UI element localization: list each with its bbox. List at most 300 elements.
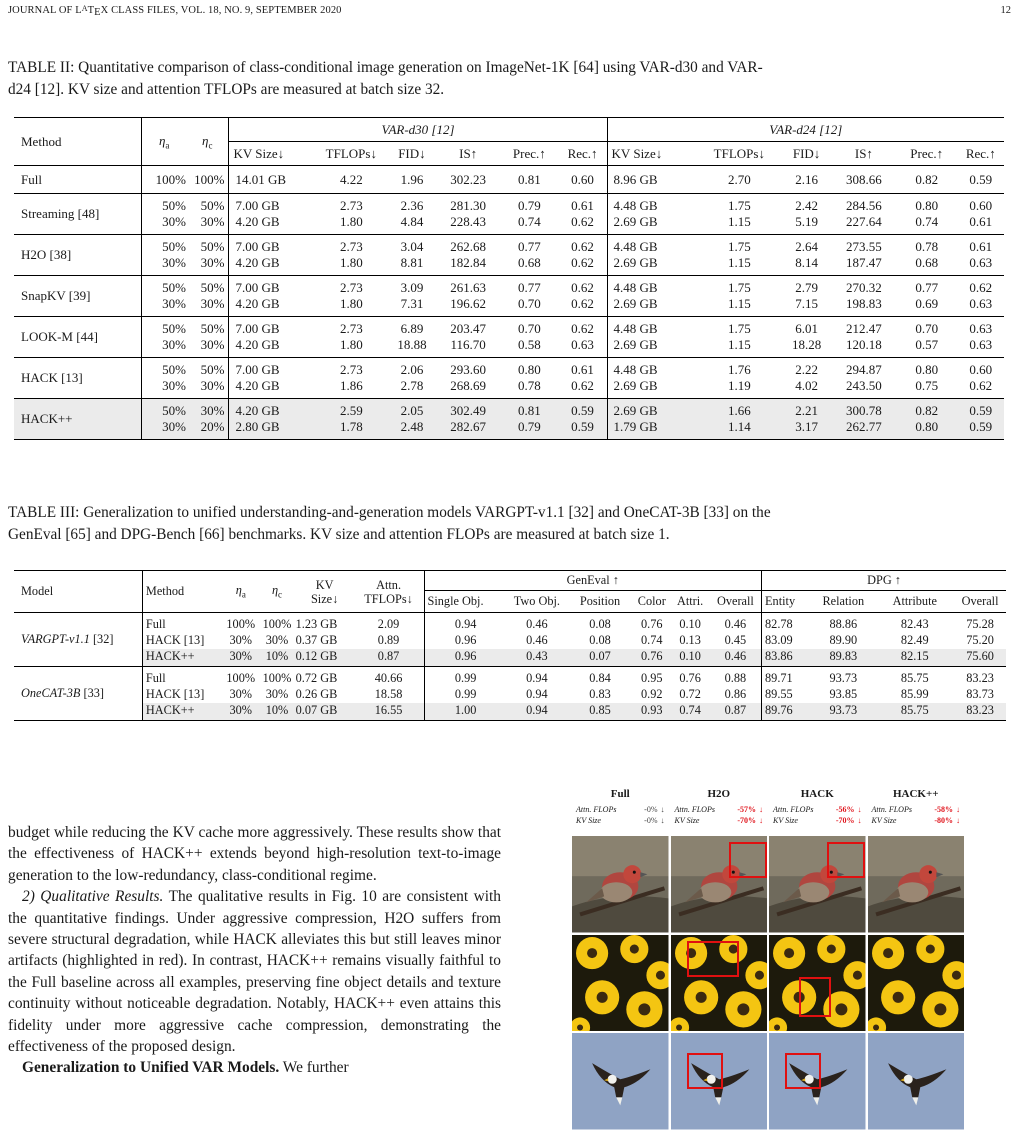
artifact-highlight-box [729, 842, 767, 878]
t2-cell: 1.66 [697, 399, 781, 420]
t2-cell: 302.23 [436, 166, 500, 194]
t3-cell: 30% [229, 687, 253, 701]
t2-cell: 4.48 GB [607, 235, 697, 256]
t3-cell: 0.37 GB [295, 633, 338, 647]
t2-cell: 0.70 [896, 317, 958, 338]
t2-cell: 1.80 [339, 255, 363, 270]
t3-cell: 1.23 GB [296, 613, 354, 633]
figure-metric-kv: KV Size -0% ↓ [576, 816, 665, 825]
t3-col-geneval-5: Overall [710, 591, 762, 613]
t2-cell: 187.47 [846, 255, 882, 270]
t2-cell: 1.19 [727, 378, 751, 393]
t2-cell: 18.88 [397, 337, 427, 352]
t2-cell: 6.89 [388, 317, 437, 338]
t2-cell: 0.62 [969, 378, 993, 393]
t3-cell: 0.08 [567, 613, 633, 633]
paragraph-3: Generalization to Unified VAR Models. We further [22, 1059, 349, 1077]
t3-cell: 0.72 [679, 687, 701, 701]
flower-image [671, 935, 768, 1032]
t2-cell: 4.20 GB [229, 399, 315, 420]
t3-cell: 0.07 GB [296, 703, 354, 721]
t3-method: HACK++ [142, 649, 223, 667]
table2-caption [8, 57, 1013, 101]
t2-cell: 0.74 [517, 214, 541, 229]
t3-cell: 0.13 [679, 633, 701, 647]
t2-col-d24-0: KV Size↓ [607, 142, 697, 166]
t3-cell: 83.09 [765, 633, 793, 647]
table-row [14, 276, 1004, 297]
t2-cell: 212.47 [832, 317, 896, 338]
page-number: 12 [1000, 5, 1011, 16]
t3-cell: 100% [258, 613, 295, 633]
t2-cell: 0.60 [958, 358, 1004, 379]
t2-cell: 0.79 [500, 194, 558, 215]
t2-cell: 0.62 [559, 317, 608, 338]
t2-cell: 8.81 [400, 255, 424, 270]
t3-cell: 0.96 [454, 633, 477, 647]
t2-cell: 2.69 GB [613, 378, 658, 393]
t2-cell: 3.17 [781, 419, 832, 440]
t2-col-d30-5: Rec.↑ [559, 142, 608, 166]
t2-cell: 30% [186, 337, 229, 358]
t3-cell: 0.88 [710, 667, 762, 687]
t3-cell: 0.43 [507, 649, 567, 667]
figure-column-title: HACK++ [892, 788, 939, 800]
t2-cell: 0.63 [969, 337, 993, 352]
t2-col-d24-5: Rec.↑ [958, 142, 1004, 166]
t3-cell: 83.23 [954, 667, 1006, 687]
t2-cell: 0.60 [559, 166, 608, 194]
t2-cell: 228.43 [450, 214, 487, 229]
t2-cell: 0.68 [915, 255, 939, 270]
t2-cell: 30% [186, 296, 229, 317]
t2-method-name: Full [14, 166, 142, 194]
t2-cell: 14.01 GB [229, 166, 315, 194]
t3-cell: 0.10 [670, 613, 709, 633]
figure-column-header [572, 788, 669, 826]
t2-cell: 7.00 GB [229, 317, 315, 338]
t2-cell: 7.00 GB [229, 235, 315, 256]
t2-cell: 1.79 GB [607, 419, 697, 440]
artifact-highlight-box [799, 977, 831, 1017]
flower-image [572, 935, 669, 1032]
t2-cell: 0.61 [559, 358, 608, 379]
t2-cell: 2.73 [315, 235, 388, 256]
t3-cell: 83.86 [762, 649, 812, 667]
t3-head-attn: Attn. TFLOPs↓ [354, 571, 424, 613]
t2-cell: 0.77 [500, 276, 558, 297]
table-row [14, 667, 1006, 687]
t2-cell: 0.77 [500, 235, 558, 256]
t2-cell: 50% [142, 317, 186, 338]
t2-cell: 0.61 [969, 214, 993, 229]
t2-method-name: H2O [38] [14, 235, 142, 276]
t3-cell: 30% [223, 649, 258, 667]
paragraph-heading: Generalization to Unified VAR Models. [22, 1059, 280, 1077]
t2-head-method: Method [14, 118, 142, 166]
t2-cell: 6.01 [781, 317, 832, 338]
t3-cell: 0.76 [670, 667, 709, 687]
t2-cell: 281.30 [436, 194, 500, 215]
t3-cell: 0.93 [633, 703, 670, 721]
t2-cell: 0.81 [500, 166, 558, 194]
t3-cell: 0.85 [567, 703, 633, 721]
table-row [14, 358, 1004, 379]
t2-cell: 273.55 [832, 235, 896, 256]
figure-metric-flops: Attn. FLOPs -58% ↓ [871, 805, 960, 814]
t3-cell: 0.87 [354, 649, 424, 667]
t3-method: HACK [13] [145, 687, 205, 701]
figure-column-title: H2O [707, 788, 731, 800]
t3-cell: 0.10 [670, 649, 709, 667]
t2-cell: 7.00 GB [229, 276, 315, 297]
figure-column-title: HACK [800, 788, 834, 800]
t2-cell: 1.15 [727, 214, 751, 229]
t2-cell: 1.75 [697, 276, 781, 297]
table-row [14, 235, 1004, 256]
t2-cell: 2.73 [315, 276, 388, 297]
t2-cell: 30% [162, 337, 186, 352]
table-row [14, 378, 1004, 399]
t2-cell: 1.86 [339, 378, 363, 393]
figure-column-header [769, 788, 866, 826]
t3-col-geneval-4: Attri. [670, 591, 709, 613]
t3-cell: 18.58 [354, 686, 424, 703]
t3-col-geneval-3: Color [633, 591, 670, 613]
t2-cell: 2.59 [315, 399, 388, 420]
table-row [14, 255, 1004, 276]
t2-cell: 2.73 [315, 317, 388, 338]
t3-cell: 100% [223, 667, 258, 687]
t2-cell: 0.57 [915, 337, 939, 352]
t2-cell: 282.67 [436, 419, 500, 440]
t3-method: HACK++ [142, 703, 223, 721]
figure-metric-kv: KV Size -70% ↓ [674, 816, 763, 825]
t3-cell: 0.99 [424, 667, 507, 687]
t2-col-d30-3: IS↑ [436, 142, 500, 166]
t2-cell: 50% [186, 194, 229, 215]
t2-cell: 30% [162, 378, 186, 393]
artifact-highlight-box [687, 1053, 723, 1089]
table-row [14, 703, 1006, 721]
table-row [14, 337, 1004, 358]
t2-cell: 203.47 [436, 317, 500, 338]
t2-cell: 0.81 [500, 399, 558, 420]
artifact-highlight-box [827, 842, 865, 878]
t3-head-geneval: GenEval ↑ [424, 571, 762, 591]
t2-cell: 4.02 [795, 378, 818, 393]
t2-cell: 30% [162, 296, 186, 311]
t2-cell: 7.00 GB [229, 194, 315, 215]
t3-cell: 82.15 [875, 649, 954, 667]
t2-cell: 268.69 [450, 378, 487, 393]
table-row [14, 686, 1006, 703]
table-row [14, 214, 1004, 235]
figure-metric-flops: Attn. FLOPs -0% ↓ [576, 805, 665, 814]
t2-cell: 1.75 [697, 235, 781, 256]
t2-cell: 50% [142, 276, 186, 297]
table-row [14, 632, 1006, 649]
t2-cell: 30% [186, 214, 229, 235]
t2-cell: 0.80 [896, 358, 958, 379]
t2-cell: 50% [186, 358, 229, 379]
t2-cell: 50% [142, 399, 186, 420]
t2-cell: 302.49 [436, 399, 500, 420]
t2-cell: 0.61 [559, 194, 608, 215]
t2-cell: 1.80 [339, 214, 363, 229]
t3-cell: 0.94 [507, 667, 567, 687]
table3-caption-line2: GenEval [65] and DPG-Bench [66] benchmarks. KV size and attention FLOPs are measured at batch size 1. [8, 526, 670, 543]
t3-cell: 88.86 [811, 613, 875, 633]
t2-col-d24-3: IS↑ [832, 142, 896, 166]
t2-head-group-d24: VAR-d24 [12] [607, 118, 1004, 142]
t2-cell: 20% [186, 419, 229, 440]
t2-cell: 262.77 [832, 419, 896, 440]
t3-cell: 82.49 [900, 633, 929, 647]
t2-cell: 3.04 [388, 235, 437, 256]
t2-cell: 18.28 [791, 337, 822, 352]
t3-cell: 0.92 [641, 687, 663, 701]
t2-cell: 2.36 [388, 194, 437, 215]
t2-col-d30-0: KV Size↓ [229, 142, 315, 166]
table-row [14, 166, 1004, 194]
t2-method-name: HACK [13] [14, 358, 142, 399]
t2-cell: 2.69 GB [607, 399, 697, 420]
t2-cell: 0.78 [517, 378, 541, 393]
t2-cell: 182.84 [450, 255, 487, 270]
t3-cell: 89.83 [811, 649, 875, 667]
t2-cell: 284.56 [832, 194, 896, 215]
t3-cell: 1.00 [424, 703, 507, 721]
t2-cell: 0.82 [896, 399, 958, 420]
t2-cell: 0.80 [500, 358, 558, 379]
t3-cell: 0.72 GB [296, 667, 354, 687]
t3-cell: 100% [258, 667, 295, 687]
t2-cell: 30% [186, 255, 229, 276]
t3-cell: 0.46 [526, 633, 548, 647]
t2-cell: 50% [186, 317, 229, 338]
t2-cell: 8.96 GB [607, 166, 697, 194]
t2-cell: 0.79 [500, 419, 558, 440]
t2-cell: 308.66 [832, 166, 896, 194]
t2-cell: 0.80 [896, 194, 958, 215]
t2-cell: 100% [142, 166, 186, 194]
figure-metric-kv: KV Size -80% ↓ [871, 816, 960, 825]
t2-cell: 1.80 [339, 296, 363, 311]
t2-cell: 30% [186, 378, 229, 399]
t2-cell: 0.62 [559, 296, 608, 317]
t2-cell: 2.21 [781, 399, 832, 420]
t3-cell: 83.23 [954, 703, 1006, 721]
t2-cell: 243.50 [846, 378, 882, 393]
t2-cell: 0.58 [517, 337, 541, 352]
t2-col-d30-4: Prec.↑ [500, 142, 558, 166]
t2-cell: 0.62 [559, 214, 608, 235]
t2-cell: 2.48 [388, 419, 437, 440]
t2-cell: 270.32 [832, 276, 896, 297]
t2-cell: 0.69 [915, 296, 939, 311]
t2-cell: 30% [186, 399, 229, 420]
t3-cell: 10% [258, 649, 295, 667]
t3-cell: 93.85 [829, 687, 858, 701]
t3-cell: 0.83 [589, 687, 611, 701]
t3-cell: 0.07 [567, 649, 633, 667]
t2-cell: 0.63 [969, 296, 993, 311]
t2-cell: 0.62 [559, 378, 608, 399]
t2-cell: 7.15 [795, 296, 818, 311]
t3-cell: 82.43 [875, 613, 954, 633]
eagle-image [868, 1033, 965, 1130]
t3-cell: 85.75 [875, 703, 954, 721]
t3-cell: 0.08 [589, 633, 611, 647]
t2-method-name: HACK++ [14, 399, 142, 440]
t2-cell: 2.64 [781, 235, 832, 256]
t3-cell: 0.76 [633, 613, 670, 633]
t3-head-method: Method [142, 571, 223, 613]
flower-image [868, 935, 965, 1032]
t2-cell: 50% [142, 235, 186, 256]
t3-col-dpg-0: Entity [762, 591, 812, 613]
flower-image [769, 935, 866, 1032]
t3-cell: 10% [258, 703, 295, 721]
t2-cell: 2.78 [400, 378, 424, 393]
t2-cell: 0.70 [517, 296, 541, 311]
t2-col-d30-1: TFLOPs↓ [315, 142, 388, 166]
t3-cell: 89.76 [762, 703, 812, 721]
t2-col-d24-2: FID↓ [781, 142, 832, 166]
bird-image [671, 836, 768, 933]
artifact-highlight-box [785, 1053, 821, 1089]
t3-cell: 0.46 [710, 613, 762, 633]
t2-cell: 5.19 [795, 214, 818, 229]
t2-cell: 1.15 [727, 337, 751, 352]
t2-cell: 2.69 GB [613, 337, 658, 352]
t2-method-name: SnapKV [39] [14, 276, 142, 317]
t2-cell: 4.48 GB [607, 276, 697, 297]
t3-head-model: Model [14, 571, 142, 613]
t3-method: Full [142, 667, 223, 687]
t2-cell: 4.20 GB [235, 337, 280, 352]
figure-image-grid [572, 836, 966, 1130]
t2-cell: 120.18 [846, 337, 882, 352]
t2-cell: 0.60 [958, 194, 1004, 215]
figure-metric-flops: Attn. FLOPs -56% ↓ [773, 805, 862, 814]
t3-cell: 0.46 [710, 649, 762, 667]
t3-cell: 0.96 [424, 649, 507, 667]
t3-model-name: VARGPT-v1.1 [32] [14, 613, 142, 667]
table-row [14, 399, 1004, 420]
t2-cell: 0.59 [559, 419, 608, 440]
t2-method-name: Streaming [48] [14, 194, 142, 235]
t2-cell: 50% [142, 194, 186, 215]
figure-metric-kv: KV Size -70% ↓ [773, 816, 862, 825]
t3-cell: 0.12 GB [296, 649, 354, 667]
table-row [14, 613, 1006, 633]
t3-cell: 30% [265, 633, 289, 647]
t3-col-dpg-2: Attribute [875, 591, 954, 613]
t2-cell: 0.77 [896, 276, 958, 297]
t3-col-geneval-1: Two Obj. [507, 591, 567, 613]
table-row [14, 419, 1004, 440]
paragraph-1: budget while reducing the KV cache more aggressively. These results show that the effectiveness of HACK++ extends beyond high-resolution text-to-image generation to the low-redundancy, class-conditional regime. [8, 824, 501, 884]
t2-cell: 30% [142, 419, 186, 440]
t2-col-d24-4: Prec.↑ [896, 142, 958, 166]
t2-cell: 0.59 [958, 419, 1004, 440]
t3-cell: 75.60 [954, 649, 1006, 667]
t2-cell: 1.15 [727, 255, 751, 270]
t3-col-dpg-1: Relation [811, 591, 875, 613]
t2-cell: 2.16 [781, 166, 832, 194]
t3-cell: 82.78 [762, 613, 812, 633]
t3-head-eta-a: $\eta_a$ [223, 571, 258, 613]
t2-cell: 30% [162, 214, 186, 229]
t3-cell: 0.86 [710, 686, 762, 703]
t2-cell: 2.73 [315, 358, 388, 379]
t3-cell: 2.09 [354, 613, 424, 633]
body-column [8, 822, 501, 1079]
running-header-text: JOURNAL OF LATEX CLASS FILES, VOL. 18, NO. 9, SEPTEMBER 2020 [8, 4, 342, 18]
figure-column-header [671, 788, 768, 826]
t2-cell: 7.00 GB [229, 358, 315, 379]
t2-cell: 261.63 [436, 276, 500, 297]
t3-cell: 0.74 [641, 633, 663, 647]
t2-cell: 2.69 GB [613, 255, 658, 270]
qualitative-figure [572, 788, 966, 1130]
t2-cell: 50% [186, 235, 229, 256]
table2-caption-line2: d24 [12]. KV size and attention TFLOPs are measured at batch size 32. [8, 81, 445, 98]
t3-cell: 0.94 [526, 687, 548, 701]
table-row [14, 194, 1004, 215]
t2-cell: 30% [162, 255, 186, 270]
t2-cell: 1.96 [388, 166, 437, 194]
t3-cell: 0.84 [567, 667, 633, 687]
t2-cell: 50% [186, 276, 229, 297]
t2-cell: 2.80 GB [229, 419, 315, 440]
t2-cell: 0.63 [559, 337, 608, 358]
t3-cell: 30% [265, 687, 289, 701]
t3-cell: 89.90 [829, 633, 858, 647]
table2 [14, 117, 1004, 440]
t2-cell: 4.20 GB [235, 255, 280, 270]
t2-cell: 4.22 [315, 166, 388, 194]
t2-cell: 4.20 GB [235, 296, 280, 311]
table-row [14, 317, 1004, 338]
t2-cell: 2.73 [315, 194, 388, 215]
bird-image [868, 836, 965, 933]
t2-cell: 0.63 [958, 317, 1004, 338]
t2-cell: 100% [186, 166, 229, 194]
t3-head-dpg: DPG ↑ [762, 571, 1006, 591]
t2-cell: 294.87 [832, 358, 896, 379]
t3-cell: 85.99 [900, 687, 929, 701]
t3-method: Full [142, 613, 223, 633]
t3-cell: 75.20 [966, 633, 994, 647]
t2-cell: 227.64 [846, 214, 882, 229]
eagle-image [671, 1033, 768, 1130]
t3-col-geneval-0: Single Obj. [424, 591, 507, 613]
t2-cell: 1.75 [697, 317, 781, 338]
t2-cell: 0.59 [559, 399, 608, 420]
t2-cell: 0.62 [559, 276, 608, 297]
artifact-highlight-box [687, 941, 739, 977]
t2-cell: 196.62 [450, 296, 487, 311]
table-row [14, 649, 1006, 667]
t2-cell: 262.68 [436, 235, 500, 256]
t3-col-dpg-3: Overall [954, 591, 1006, 613]
table3-caption [8, 502, 1013, 546]
table3-caption-line1: TABLE III: Generalization to unified understanding-and-generation models VARGPT-v1.1 [32] and OneCAT-3B [33] on the [8, 504, 771, 521]
t2-cell: 1.14 [697, 419, 781, 440]
